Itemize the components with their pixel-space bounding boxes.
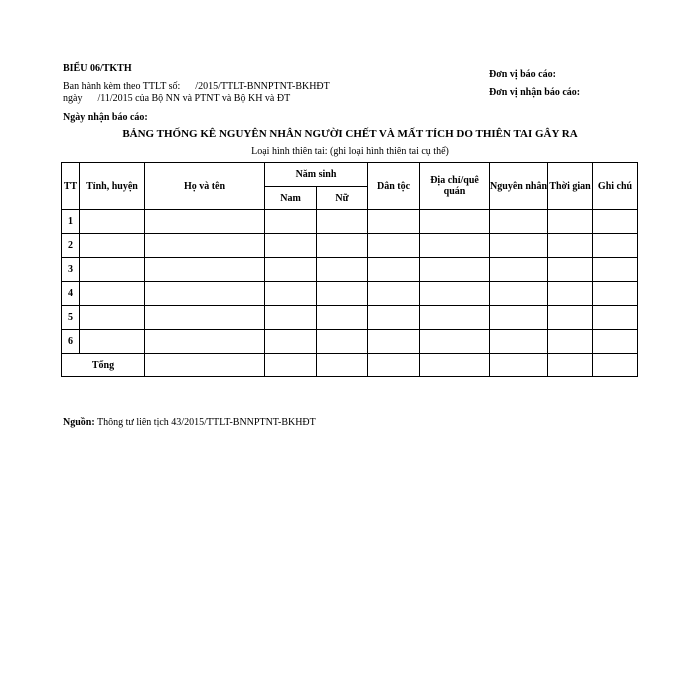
table-row xyxy=(62,282,638,306)
col-header-time: Thời gian xyxy=(548,163,593,210)
col-header-cause: Nguyên nhân xyxy=(490,163,548,210)
received-date-label: Ngày nhận báo cáo: xyxy=(63,112,148,123)
table-cell[interactable] xyxy=(80,210,145,234)
table-cell[interactable] xyxy=(490,354,548,377)
table-cell[interactable] xyxy=(317,258,368,282)
table-cell[interactable] xyxy=(420,354,490,377)
table-cell[interactable] xyxy=(265,234,317,258)
table-header-row xyxy=(62,163,638,187)
table-cell[interactable] xyxy=(368,282,420,306)
table-cell[interactable] xyxy=(490,282,548,306)
source-label: Nguồn: xyxy=(63,417,95,428)
row-number: 6 xyxy=(62,330,80,354)
table-cell[interactable] xyxy=(593,258,638,282)
table-cell[interactable] xyxy=(265,258,317,282)
table-cell[interactable] xyxy=(317,330,368,354)
row-number: 1 xyxy=(62,210,80,234)
table-cell[interactable] xyxy=(420,306,490,330)
table-cell[interactable] xyxy=(317,210,368,234)
table-cell[interactable] xyxy=(490,234,548,258)
table-cell[interactable] xyxy=(593,234,638,258)
table-cell[interactable] xyxy=(420,210,490,234)
table-cell[interactable] xyxy=(80,258,145,282)
table-cell[interactable] xyxy=(265,306,317,330)
table-cell[interactable] xyxy=(80,282,145,306)
row-number: 3 xyxy=(62,258,80,282)
col-header-male: Nam xyxy=(265,187,317,210)
table-cell[interactable] xyxy=(317,282,368,306)
table-cell[interactable] xyxy=(593,354,638,377)
statistics-table xyxy=(61,162,638,377)
table-cell[interactable] xyxy=(420,282,490,306)
col-header-tt: TT xyxy=(62,163,80,210)
table-cell[interactable] xyxy=(548,354,593,377)
table-cell[interactable] xyxy=(548,330,593,354)
table-row xyxy=(62,258,638,282)
table-cell[interactable] xyxy=(145,306,265,330)
col-header-province-district: Tỉnh, huyện xyxy=(80,163,145,210)
source-note xyxy=(63,417,316,428)
table-cell[interactable] xyxy=(420,258,490,282)
disaster-type-subtitle: Loại hình thiên tai: (ghi loại hình thiên tai cụ thể) xyxy=(251,146,449,157)
receiving-unit-label: Đơn vị nhận báo cáo: xyxy=(489,87,581,98)
table-cell[interactable] xyxy=(368,354,420,377)
table-cell[interactable] xyxy=(490,306,548,330)
col-header-ethnicity: Dân tộc xyxy=(368,163,420,210)
col-header-birth-year: Năm sinh xyxy=(265,163,368,187)
col-header-note: Ghi chú xyxy=(593,163,638,210)
table-cell[interactable] xyxy=(548,282,593,306)
table-cell[interactable] xyxy=(317,306,368,330)
table-cell[interactable] xyxy=(145,282,265,306)
table-cell[interactable] xyxy=(368,210,420,234)
table-cell[interactable] xyxy=(80,306,145,330)
table-cell[interactable] xyxy=(317,354,368,377)
table-cell[interactable] xyxy=(265,354,317,377)
table-cell[interactable] xyxy=(265,330,317,354)
total-row xyxy=(62,354,638,377)
source-text: Thông tư liên tịch 43/2015/TTLT-BNNPTNT-BKHĐT xyxy=(94,417,316,428)
table-row xyxy=(62,306,638,330)
table-cell[interactable] xyxy=(145,234,265,258)
table-cell[interactable] xyxy=(548,306,593,330)
table-cell[interactable] xyxy=(548,234,593,258)
table-cell[interactable] xyxy=(265,210,317,234)
table-cell[interactable] xyxy=(145,258,265,282)
table-cell[interactable] xyxy=(368,258,420,282)
row-number: 4 xyxy=(62,282,80,306)
form-code: BIỂU 06/TKTH xyxy=(63,63,132,74)
table-cell[interactable] xyxy=(80,330,145,354)
table-cell[interactable] xyxy=(145,330,265,354)
page-title: BẢNG THỐNG KÊ NGUYÊN NHÂN NGƯỜI CHẾT VÀ MẤT TÍCH DO THIÊN TAI GÂY RA xyxy=(122,128,578,140)
table-cell[interactable] xyxy=(420,234,490,258)
table-cell[interactable] xyxy=(490,258,548,282)
table-cell[interactable] xyxy=(368,306,420,330)
table-cell[interactable] xyxy=(368,234,420,258)
row-number: 2 xyxy=(62,234,80,258)
table-cell[interactable] xyxy=(368,330,420,354)
table-row xyxy=(62,234,638,258)
col-header-female: Nữ xyxy=(317,187,368,210)
issued-date-line: ngày /11/2015 của Bộ NN và PTNT và Bộ KH và ĐT xyxy=(63,93,291,104)
col-header-address: Địa chỉ/quê quán xyxy=(420,163,490,210)
table-cell[interactable] xyxy=(265,282,317,306)
total-label: Tổng xyxy=(62,354,145,377)
table-cell[interactable] xyxy=(145,210,265,234)
col-header-full-name: Họ và tên xyxy=(145,163,265,210)
table-cell[interactable] xyxy=(490,330,548,354)
table-cell[interactable] xyxy=(490,210,548,234)
table-row xyxy=(62,330,638,354)
table-cell[interactable] xyxy=(593,210,638,234)
reporting-unit-label: Đơn vị báo cáo: xyxy=(489,69,556,80)
table-cell[interactable] xyxy=(593,330,638,354)
table-cell[interactable] xyxy=(593,306,638,330)
table-cell[interactable] xyxy=(145,354,265,377)
table-cell[interactable] xyxy=(548,210,593,234)
table-cell[interactable] xyxy=(593,282,638,306)
table-cell[interactable] xyxy=(548,258,593,282)
table-cell[interactable] xyxy=(317,234,368,258)
table-row xyxy=(62,210,638,234)
table-cell[interactable] xyxy=(420,330,490,354)
table-cell[interactable] xyxy=(80,234,145,258)
issued-by-line: Ban hành kèm theo TTLT số: /2015/TTLT-BNNPTNT-BKHĐT xyxy=(63,81,330,92)
row-number: 5 xyxy=(62,306,80,330)
